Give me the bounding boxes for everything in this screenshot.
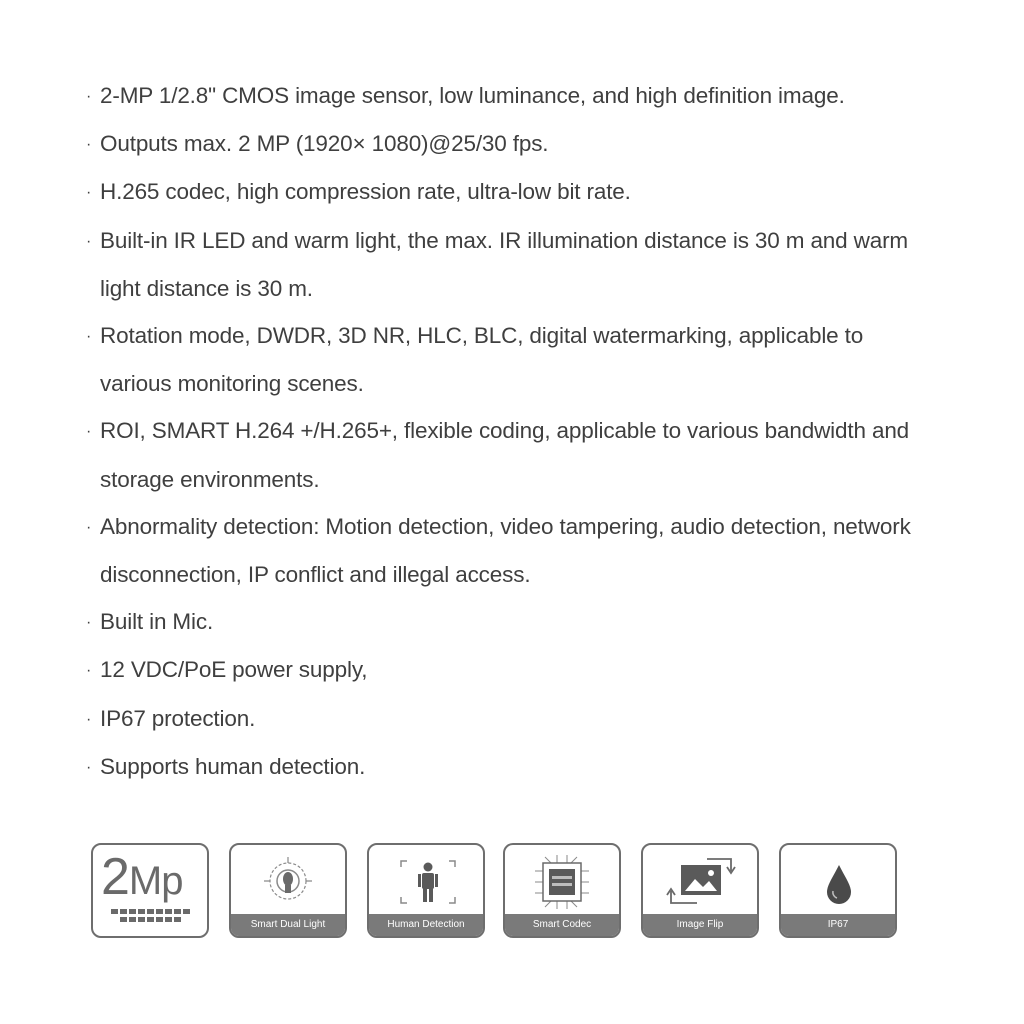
feature-item [86, 168, 926, 216]
human-detection-badge [367, 843, 485, 938]
image-flip-caption: Image Flip [643, 914, 757, 936]
bullet: · [86, 232, 92, 250]
feature-item [86, 120, 926, 168]
smart-dual-light-caption: Smart Dual Light [231, 914, 345, 936]
image-flip-icon [643, 845, 759, 918]
dual-light-icon [231, 845, 347, 918]
feature-item [86, 695, 926, 743]
ip67-caption: IP67 [781, 914, 895, 936]
feature-list [86, 72, 926, 791]
feature-item [86, 312, 926, 407]
feature-item [86, 407, 926, 502]
feature-text: 2-MP 1/2.8" CMOS image sensor, low luminance, and high definition image. [100, 83, 845, 108]
smart-codec-badge [503, 843, 621, 938]
feature-text: Built-in IR LED and warm light, the max. IR illumination distance is 30 m and warm light distance is 30 m. [100, 227, 909, 301]
bullet: · [86, 423, 92, 441]
image-flip-badge [641, 843, 759, 938]
bullet: · [86, 518, 92, 536]
resolution-unit: Mp [128, 859, 183, 903]
feature-item [86, 646, 926, 694]
bullet: · [86, 88, 92, 105]
feature-text: Supports human detection. [100, 753, 366, 779]
bullet: · [86, 136, 92, 154]
smart-dual-light-badge [229, 843, 347, 938]
resolution-badge [91, 843, 209, 938]
feature-text: Built in Mic. [100, 609, 214, 635]
bullet: · [86, 662, 92, 680]
feature-item [86, 503, 926, 598]
pixel-grid-icon [93, 845, 209, 938]
feature-text: Outputs max. 2 MP (1920× 1080)@25/30 fps. [100, 131, 549, 157]
feature-text: 12 VDC/PoE power supply, [100, 657, 368, 683]
feature-item [86, 743, 926, 791]
bullet: · [86, 184, 92, 202]
bullet: · [86, 614, 92, 632]
feature-item [86, 217, 926, 312]
chip-icon [505, 845, 621, 918]
feature-text: H.265 codec, high compression rate, ultra-low bit rate. [100, 179, 631, 205]
feature-text: ROI, SMART H.264 +/H.265+, flexible coding, applicable to various bandwidth and storage environments. [100, 418, 910, 492]
bullet: · [86, 758, 92, 776]
feature-text: Abnormality detection: Motion detection, video tampering, audio detection, network disconnection, IP conflict and illegal access. [100, 513, 911, 588]
human-detection-caption: Human Detection [369, 914, 483, 936]
water-drop-icon [781, 845, 897, 918]
bullet: · [86, 710, 92, 728]
feature-text: IP67 protection. [100, 705, 256, 731]
bullet: · [86, 328, 92, 346]
human-detection-icon [369, 845, 485, 918]
ip67-badge [779, 843, 897, 938]
resolution-number: 2 [101, 848, 129, 906]
feature-item [86, 72, 926, 120]
feature-text: Rotation mode, DWDR, 3D NR, HLC, BLC, digital watermarking, applicable to various monitoring scenes. [100, 323, 864, 397]
smart-codec-caption: Smart Codec [505, 914, 619, 936]
feature-item [86, 598, 926, 646]
feature-icons-row [91, 843, 906, 943]
